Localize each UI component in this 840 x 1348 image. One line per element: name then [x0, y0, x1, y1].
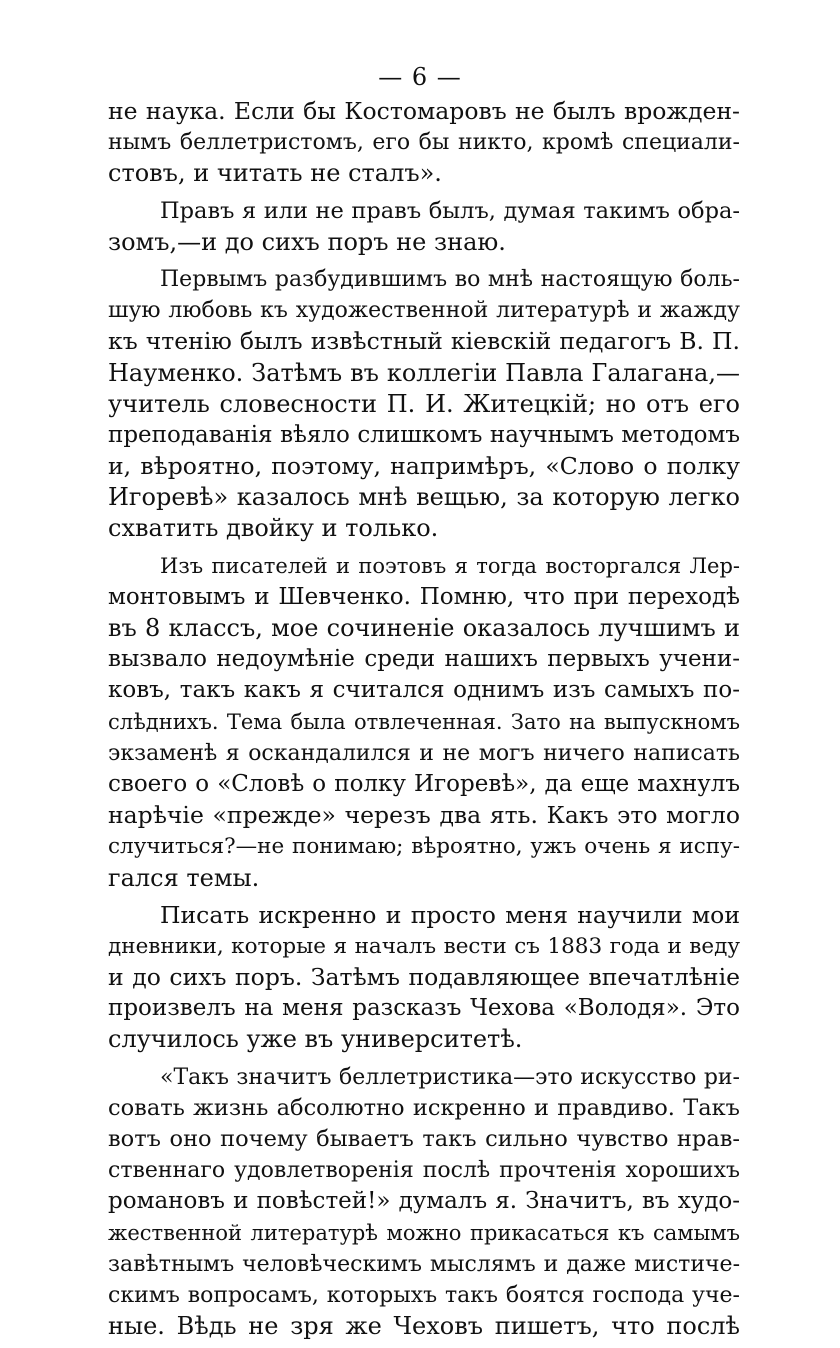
text-line: экзаменѣ я оскандалился и не могъ ничего написать — [108, 740, 740, 766]
paragraph — [108, 1062, 740, 1343]
text-line: дневники, которые я началъ вести съ 1883 года и веду — [108, 933, 740, 959]
text-line: случиться?—не понимаю; вѣроятно, ужъ очень я испу- — [108, 834, 740, 860]
text-line: нарѣчіе «прежде» черезъ два ять. Какъ это могло — [108, 801, 740, 830]
text-line: и, вѣроятно, поэтому, напримѣръ, «Слово о полку — [108, 452, 740, 481]
text-line: монтовымъ и Шевченко. Помню, что при переходѣ — [108, 583, 740, 610]
text-line: вотъ оно почему бываетъ такъ сильно чувство нрав- — [108, 1126, 740, 1152]
paragraph — [108, 196, 740, 258]
text-line: гался темы. — [108, 863, 260, 892]
text-line: своего о «Словѣ о полку Игоревѣ», да еще махнулъ — [108, 770, 740, 797]
text-line: шую любовь къ художественной литературѣ и жажду — [108, 298, 740, 324]
text-line: Науменко. Затѣмъ въ коллегіи Павла Галагана,— — [108, 358, 740, 387]
page-number: — 6 — — [378, 63, 462, 91]
text-line: не наука. Если бы Костомаровъ не былъ врожден- — [108, 97, 740, 125]
text-line: къ чтенію былъ извѣстный кіевскій педагогъ В. П. — [108, 327, 740, 356]
text-line: преподаванія вѣяло слишкомъ научнымъ методомъ — [108, 421, 740, 448]
body-text — [108, 96, 740, 1348]
paragraph — [108, 96, 740, 190]
text-line: ные. Вѣдь не зря же Чеховъ пишетъ, что послѣ — [108, 1312, 740, 1341]
text-line: Правъ я или не правъ былъ, думая такимъ обра- — [160, 197, 740, 224]
text-line: слѣднихъ. Тема была отвлеченная. Зато на выпускномъ — [108, 709, 740, 734]
text-line: и до сихъ поръ. Затѣмъ подавляющее впечатлѣніе — [108, 963, 740, 992]
paragraph — [108, 551, 740, 894]
text-line: Игоревѣ» казалось мнѣ вещью, за которую легко — [108, 483, 740, 512]
text-line: въ 8 классъ, мое сочиненіе оказалось лучшимъ и — [108, 614, 740, 642]
text-line: вызвало недоумѣніе среди нашихъ первыхъ учени- — [108, 646, 740, 673]
text-line: учитель словесности П. И. Житецкій; но отъ его — [108, 389, 740, 418]
text-line: жественной литературѣ можно прикасаться къ самымъ — [108, 1220, 740, 1245]
text-line: схватить двойку и только. — [108, 514, 439, 543]
text-line: романовъ и повѣстей!» думалъ я. Значитъ, въ худо- — [108, 1188, 740, 1215]
paragraph — [108, 264, 740, 545]
text-line: стовъ, и читать не сталъ». — [108, 159, 442, 188]
text-line: ственнаго удовлетворенія послѣ прочтенія хорошихъ — [108, 1158, 740, 1184]
text-line: ковъ, такъ какъ я считался однимъ изъ самыхъ по- — [108, 677, 740, 704]
text-line: Первымъ разбудившимъ во мнѣ настоящую боль- — [160, 266, 740, 292]
text-line: Писать искренно и просто меня научили мои — [160, 900, 740, 929]
text-line: нымъ беллетристомъ, его бы никто, кромѣ специали- — [108, 130, 740, 156]
text-line: произвелъ на меня разсказъ Чехова «Володя». Это — [108, 995, 740, 1022]
text-line: совать жизнь абсолютно искренно и правдиво. Такъ — [108, 1094, 740, 1121]
text-line: завѣтнымъ человѣческимъ мыслямъ и даже мистиче- — [108, 1251, 740, 1277]
text-line: скимъ вопросамъ, которыхъ такъ боятся господа уче- — [108, 1282, 740, 1308]
text-line: Изъ писателей и поэтовъ я тогда восторгался Лер- — [160, 553, 740, 578]
text-line: «Такъ значитъ беллетристика—это искусство ри- — [160, 1064, 740, 1090]
text-line: случилось уже въ университетѣ. — [108, 1025, 523, 1054]
text-line: зомъ,—и до сихъ поръ не знаю. — [108, 227, 506, 256]
paragraph — [108, 900, 740, 1056]
